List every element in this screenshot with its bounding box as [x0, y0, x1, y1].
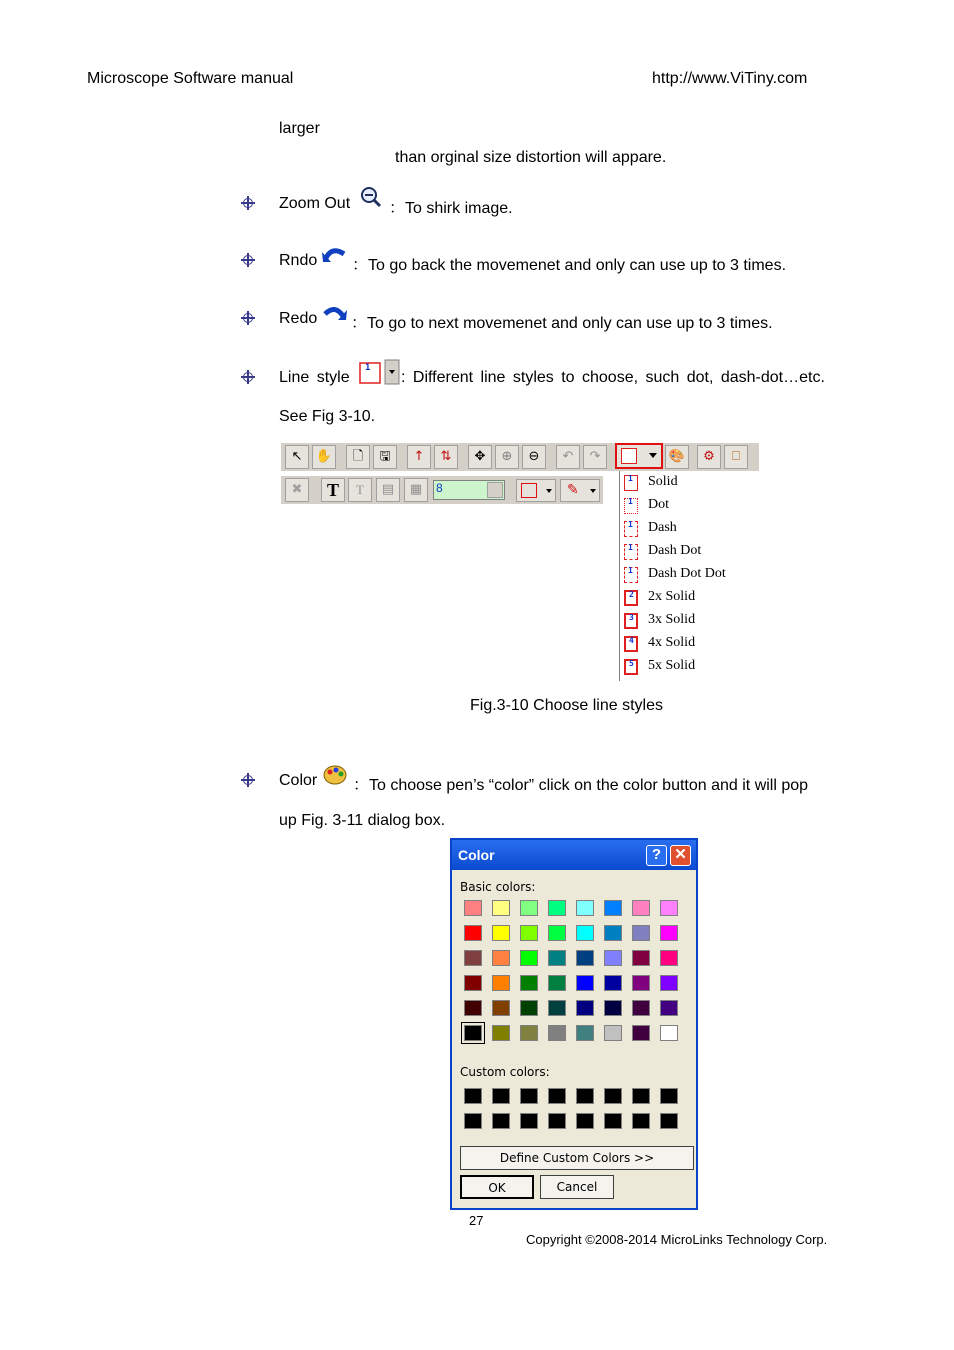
color-desc-2: up Fig. 3-11 dialog box. — [279, 812, 446, 829]
copyright: Copyright ©2008-2014 MicroLinks Technology Corp. — [526, 1232, 828, 1247]
color-swatch[interactable] — [632, 1088, 650, 1104]
basic-colors-label: Basic colors: — [460, 880, 536, 894]
color-dialog — [450, 838, 698, 1210]
pen-icon: ✎ — [567, 482, 579, 498]
color-swatch[interactable] — [492, 1000, 510, 1016]
redo-label: Redo — [279, 310, 318, 327]
color-swatch[interactable] — [548, 1088, 566, 1104]
color-swatch[interactable] — [548, 1000, 566, 1016]
option-label: Dash — [648, 520, 677, 535]
dash-dot-line-icon — [624, 544, 638, 560]
color-swatch[interactable] — [548, 900, 566, 916]
color-swatch[interactable] — [632, 900, 650, 916]
color-swatch[interactable] — [464, 1000, 482, 1016]
color-swatch[interactable] — [632, 1000, 650, 1016]
exit-tool-icon[interactable]: ⎕ — [724, 445, 748, 469]
bullet-icon — [240, 195, 256, 211]
color-swatch[interactable] — [632, 975, 650, 991]
line-weight-number: 1 — [628, 520, 633, 529]
header-title: Microscope Software manual — [87, 70, 294, 87]
zoom-out-desc: ：To shirk image. — [389, 200, 513, 217]
color-swatch[interactable] — [576, 900, 594, 916]
color-swatch[interactable] — [604, 1025, 622, 1041]
color-swatch[interactable] — [492, 900, 510, 916]
color-swatch[interactable] — [604, 925, 622, 941]
color-swatch[interactable] — [464, 1113, 482, 1129]
color-swatch[interactable] — [464, 925, 482, 941]
intro-line-1: larger — [279, 120, 320, 137]
palette-icon — [322, 762, 348, 788]
line-weight-number: 5 — [629, 659, 634, 668]
option-label: Solid — [648, 474, 678, 489]
flip-tool-icon[interactable]: ↑ — [407, 445, 431, 469]
font-size-value: 8 — [436, 481, 443, 495]
color-swatch[interactable] — [604, 1113, 622, 1129]
color-swatch[interactable] — [548, 950, 566, 966]
option-label: 4x Solid — [648, 635, 696, 650]
line-weight-number: 1 — [628, 566, 633, 575]
line-style-dropdown-button[interactable] — [615, 443, 663, 469]
color-swatch[interactable] — [520, 1025, 538, 1041]
color-swatch[interactable] — [492, 925, 510, 941]
color-swatch[interactable] — [660, 1088, 678, 1104]
bullet-icon — [240, 310, 256, 326]
zoom-in-tool-icon[interactable]: ⊕ — [495, 445, 519, 469]
color-swatch[interactable] — [464, 975, 482, 991]
color-swatch[interactable] — [660, 925, 678, 941]
color-swatch[interactable] — [548, 925, 566, 941]
line-weight-number: 4 — [629, 636, 634, 645]
line-weight-number: 3 — [629, 613, 634, 622]
bullet-icon — [240, 369, 256, 385]
bullet-icon — [240, 252, 256, 268]
color-swatch[interactable] — [576, 975, 594, 991]
color-swatch[interactable] — [464, 950, 482, 966]
color-swatch[interactable] — [660, 1025, 678, 1041]
chevron-down-icon[interactable] — [487, 482, 503, 498]
solid-4x-line-icon — [624, 636, 638, 652]
cancel-button[interactable]: Cancel — [540, 1175, 614, 1199]
color-swatch[interactable] — [576, 1025, 594, 1041]
color-swatch[interactable] — [604, 975, 622, 991]
color-swatch[interactable] — [520, 1113, 538, 1129]
figure-caption: Fig.3-10 Choose line styles — [470, 697, 663, 714]
rect-shape-dropdown[interactable] — [516, 479, 556, 502]
redo-arrow-icon — [321, 302, 347, 324]
solid-2x-line-icon — [624, 590, 638, 606]
intro-line-2: than orginal size distortion will appare. — [395, 149, 667, 166]
dash-dot-dot-line-icon — [624, 567, 638, 583]
define-custom-colors-button[interactable]: Define Custom Colors >> — [460, 1146, 694, 1170]
color-swatch[interactable] — [492, 1113, 510, 1129]
text-tool-icon[interactable]: T — [321, 478, 345, 502]
select-tool-icon[interactable]: ↖ — [285, 445, 309, 469]
move-tool-icon[interactable]: ✥ — [468, 445, 492, 469]
color-swatch[interactable] — [520, 900, 538, 916]
bullet-icon — [240, 772, 256, 788]
color-swatch[interactable] — [576, 925, 594, 941]
text-underline-icon[interactable]: T — [348, 478, 372, 502]
zoom-out-label: Zoom Out — [279, 195, 351, 212]
line-style-icon — [357, 358, 401, 386]
header-url: http://www.ViTiny.com — [652, 70, 808, 87]
dot-line-icon — [624, 498, 638, 514]
undo-desc: ：To go back the movemenet and only can use up to 3 times. — [352, 257, 787, 274]
solid-5x-line-icon — [624, 659, 638, 675]
color-swatch[interactable] — [548, 1113, 566, 1129]
zoom-out-icon — [360, 186, 382, 208]
color-swatch[interactable] — [464, 1025, 482, 1041]
zoom-out-tool-icon[interactable]: ⊖ — [522, 445, 546, 469]
font-size-input[interactable] — [433, 480, 505, 500]
line-weight-number: 1 — [628, 497, 633, 506]
pen-dropdown[interactable] — [560, 479, 600, 502]
ok-button[interactable]: OK — [460, 1175, 534, 1199]
save-icon[interactable]: 🖫 — [373, 445, 397, 469]
color-swatch[interactable] — [604, 900, 622, 916]
option-label: 3x Solid — [648, 612, 696, 627]
solid-line-icon — [624, 475, 638, 491]
color-swatch[interactable] — [520, 1088, 538, 1104]
color-swatch[interactable] — [576, 1113, 594, 1129]
color-swatch[interactable] — [492, 1025, 510, 1041]
solid-3x-line-icon — [624, 613, 638, 629]
mirror-tool-icon[interactable]: ⇅ — [434, 445, 458, 469]
line-weight-number: 1 — [628, 474, 633, 483]
color-tool-icon[interactable]: 🎨 — [665, 445, 689, 469]
color-swatch[interactable] — [464, 900, 482, 916]
color-swatch[interactable] — [548, 1025, 566, 1041]
text-box-icon[interactable]: ▤ — [376, 478, 400, 502]
help-icon[interactable]: ? — [646, 845, 667, 866]
color-swatch[interactable] — [660, 1113, 678, 1129]
hand-tool-icon[interactable]: ✋ — [312, 445, 336, 469]
color-swatch[interactable] — [632, 925, 650, 941]
color-swatch[interactable] — [632, 1113, 650, 1129]
color-swatch[interactable] — [492, 1088, 510, 1104]
line-weight-number: 1 — [628, 543, 633, 552]
color-swatch[interactable] — [632, 950, 650, 966]
color-swatch[interactable] — [604, 1088, 622, 1104]
option-label: 5x Solid — [648, 658, 696, 673]
color-swatch[interactable] — [520, 975, 538, 991]
line-weight-number: 2 — [629, 590, 634, 599]
color-swatch[interactable] — [632, 1025, 650, 1041]
color-swatch[interactable] — [464, 1088, 482, 1104]
line-style-menu — [619, 471, 730, 681]
color-label: Color — [279, 772, 318, 789]
color-swatch[interactable] — [604, 950, 622, 966]
svg-text:1: 1 — [365, 363, 371, 373]
color-swatch[interactable] — [576, 1000, 594, 1016]
color-swatch[interactable] — [520, 1000, 538, 1016]
color-swatch[interactable] — [576, 950, 594, 966]
color-swatch[interactable] — [548, 975, 566, 991]
line-style-label: Line style — [279, 369, 350, 386]
settings-tool-icon[interactable]: ⚙ — [697, 445, 721, 469]
text-format-icon[interactable]: ▦ — [404, 478, 428, 502]
page-number: 27 — [469, 1213, 484, 1228]
option-label: Dash Dot — [648, 543, 702, 558]
option-label: Dash Dot Dot — [648, 566, 726, 581]
undo-label: Rndo — [279, 252, 318, 269]
color-desc: ：To choose pen’s “color” click on the color button and it will pop — [353, 777, 809, 794]
color-swatch[interactable] — [576, 1088, 594, 1104]
custom-colors-label: Custom colors: — [460, 1065, 550, 1079]
option-label: 2x Solid — [648, 589, 696, 604]
redo-desc: ：To go to next movemenet and only can use up to 3 times. — [351, 315, 773, 332]
line-style-desc-2: See Fig 3-10. — [279, 408, 376, 425]
color-swatch[interactable] — [660, 900, 678, 916]
dialog-title: Color — [458, 847, 495, 863]
color-swatch[interactable] — [492, 975, 510, 991]
color-swatch[interactable] — [520, 925, 538, 941]
dash-line-icon — [624, 521, 638, 537]
undo-arrow-icon — [322, 244, 348, 266]
color-swatch[interactable] — [520, 950, 538, 966]
color-swatch[interactable] — [660, 975, 678, 991]
dialog-title-bar — [452, 840, 696, 870]
fit-tool-icon[interactable]: ✖ — [285, 478, 309, 502]
color-swatch[interactable] — [660, 950, 678, 966]
redo-tool-icon[interactable]: ↷ — [583, 445, 607, 469]
color-swatch[interactable] — [492, 950, 510, 966]
color-swatch[interactable] — [604, 1000, 622, 1016]
color-swatch[interactable] — [660, 1000, 678, 1016]
close-icon[interactable]: ✕ — [670, 845, 691, 866]
line-style-desc: : Different line styles to choose, such dot, dash-dot…etc. — [401, 369, 825, 386]
undo-tool-icon[interactable]: ↶ — [556, 445, 580, 469]
new-file-icon[interactable]: 🗋 — [346, 445, 370, 469]
option-label: Dot — [648, 497, 669, 512]
